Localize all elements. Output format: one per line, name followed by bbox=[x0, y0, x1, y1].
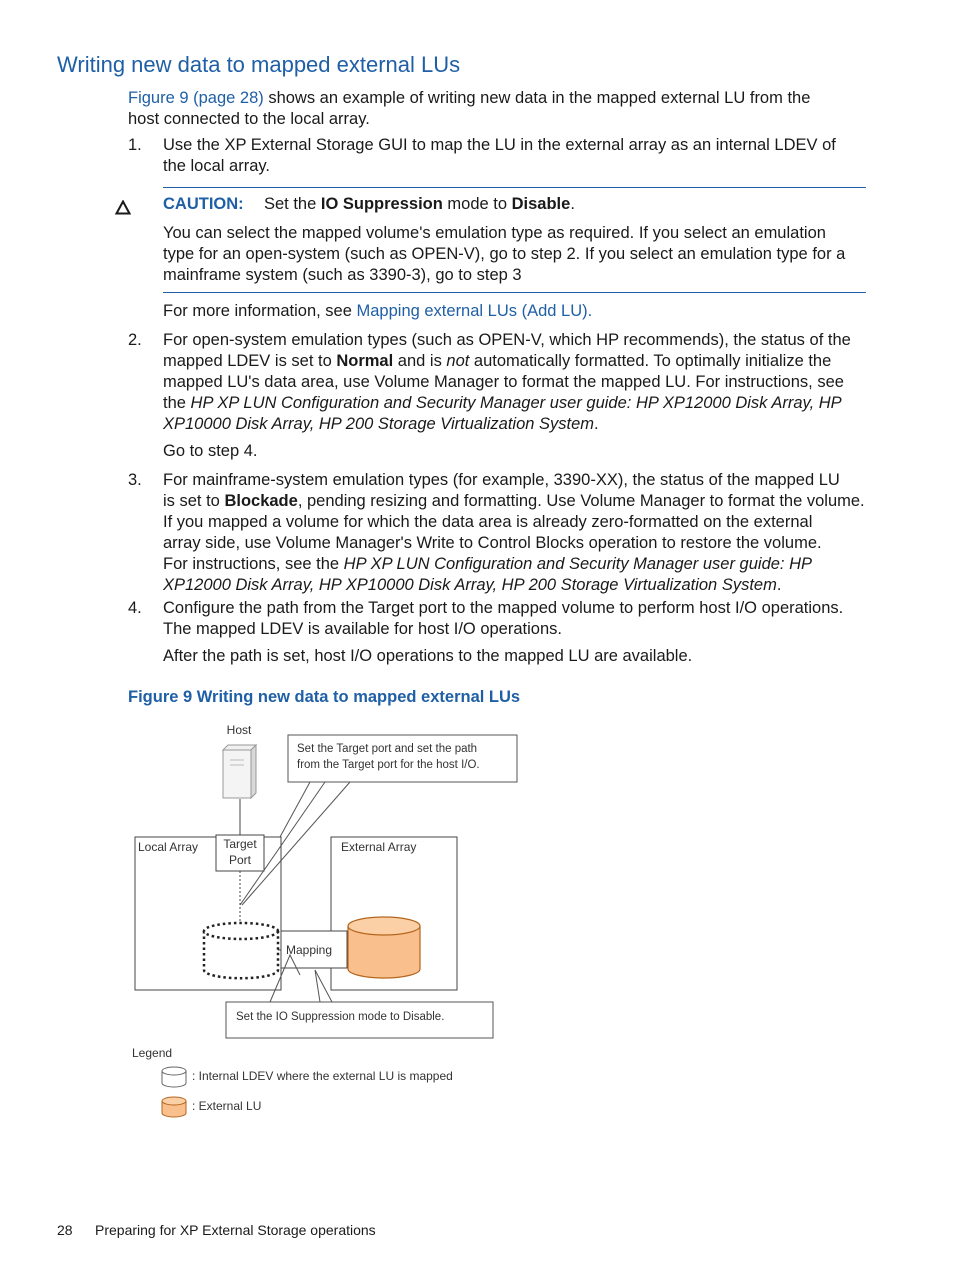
internal-ldev-icon bbox=[204, 923, 278, 978]
caution-bottom-rule bbox=[163, 292, 866, 293]
legend-internal-ldev-icon bbox=[162, 1067, 186, 1087]
step-2-number: 2. bbox=[128, 331, 142, 349]
mapping-external-lus-link[interactable]: Mapping external LUs (Add LU) bbox=[356, 302, 588, 320]
page-number: 28 bbox=[57, 1222, 73, 1238]
step-1-number: 1. bbox=[128, 136, 142, 154]
caution-more-info: For more information, see Mapping external LUs (Add LU). bbox=[163, 302, 593, 320]
figure-link[interactable]: Figure 9 (page 28) bbox=[128, 89, 264, 107]
figure-diagram bbox=[120, 715, 540, 1125]
chapter-title: Preparing for XP External Storage operations bbox=[95, 1222, 376, 1238]
mapping-label: Mapping bbox=[285, 943, 333, 957]
svg-text:Port: Port bbox=[228, 853, 252, 867]
figure-caption: Figure 9 Writing new data to mapped external LUs bbox=[128, 688, 521, 706]
step-3-number: 3. bbox=[128, 471, 142, 489]
step-3-text: For mainframe-system emulation types (for example, 3390-XX), the status of the mapped LU is set to Blockade, pending resizing and formatting. Use Volume Manager to format the volume. If you mapped a volume for which the data area is already zero-formatted on the external array side, use Volume Manager's Write to Control Blocks operation to restore the volume. For instructions, see the HP XP LUN Configuration and Security Manager user guide: HP XP12000 Disk Array, HP XP10000 Disk Array, HP 200 Storage Virtualization System. bbox=[163, 471, 865, 594]
local-array-label: Local Array bbox=[138, 840, 199, 854]
section-title: Writing new data to mapped external LUs bbox=[57, 52, 461, 77]
caution-label: CAUTION: bbox=[163, 195, 244, 213]
step-1-text: Use the XP External Storage GUI to map the LU in the external array as an internal LDEV of the local array. bbox=[163, 136, 836, 175]
legend-internal-text: : Internal LDEV where the external LU is mapped bbox=[192, 1069, 453, 1083]
page-footer bbox=[57, 1222, 376, 1238]
step-4-number: 4. bbox=[128, 599, 142, 617]
caution-body: You can select the mapped volume's emulation type as required. If you select an emulation type for an open-system (such as OPEN-V), go to step 2. If you select an emulation type for a mainframe system (such as 3390-3), go to step 3 bbox=[163, 224, 846, 284]
svg-text:Set the Target port and s: Set the Target port and set the path bbox=[297, 743, 478, 755]
intro-paragraph: Figure 9 (page 28) shows an example of writing new data in the mapped external LU from the host connected to the local array. bbox=[128, 89, 811, 128]
host-server-icon bbox=[223, 745, 256, 798]
step-2-goto: Go to step 4. bbox=[163, 442, 258, 460]
external-array-label: External Array bbox=[341, 840, 417, 854]
svg-text:Set the IO Suppression mode to: Set the IO Suppression mode to Disable. bbox=[236, 1011, 445, 1023]
svg-text:from the Target port for the h: from the Target port for the host I/O. bbox=[297, 759, 480, 771]
step-4-text: Configure the path from the Target port to the mapped volume to perform host I/O operations. The mapped LDEV is available for host I/O operations. bbox=[163, 599, 844, 638]
external-lu-icon bbox=[348, 917, 420, 978]
legend-external-lu-icon bbox=[162, 1097, 186, 1117]
legend-title: Legend bbox=[132, 1046, 173, 1060]
svg-text:Target: Target bbox=[223, 837, 257, 851]
caution-text: Set the IO Suppression mode to Disable. bbox=[264, 195, 575, 213]
step-4-after: After the path is set, host I/O operations to the mapped LU are available. bbox=[163, 647, 693, 665]
step-2-text: For open-system emulation types (such as OPEN-V, which HP recommends), the status of the mapped LDEV is set to Normal and is not automatically formatted. To optimally initialize the mapped LU's data area, use Volume Manager to format the mapped LU. For instructions, see the HP XP LUN Configuration and Security Manager user guide: HP XP12000 Disk Array, HP XP10000 Disk Array, HP 200 Storage Virtualization System. bbox=[163, 331, 851, 433]
caution-top-rule bbox=[163, 187, 866, 188]
host-label: Host bbox=[226, 723, 252, 737]
caution-icon bbox=[115, 200, 131, 215]
legend-external-text: : External LU bbox=[192, 1099, 262, 1113]
